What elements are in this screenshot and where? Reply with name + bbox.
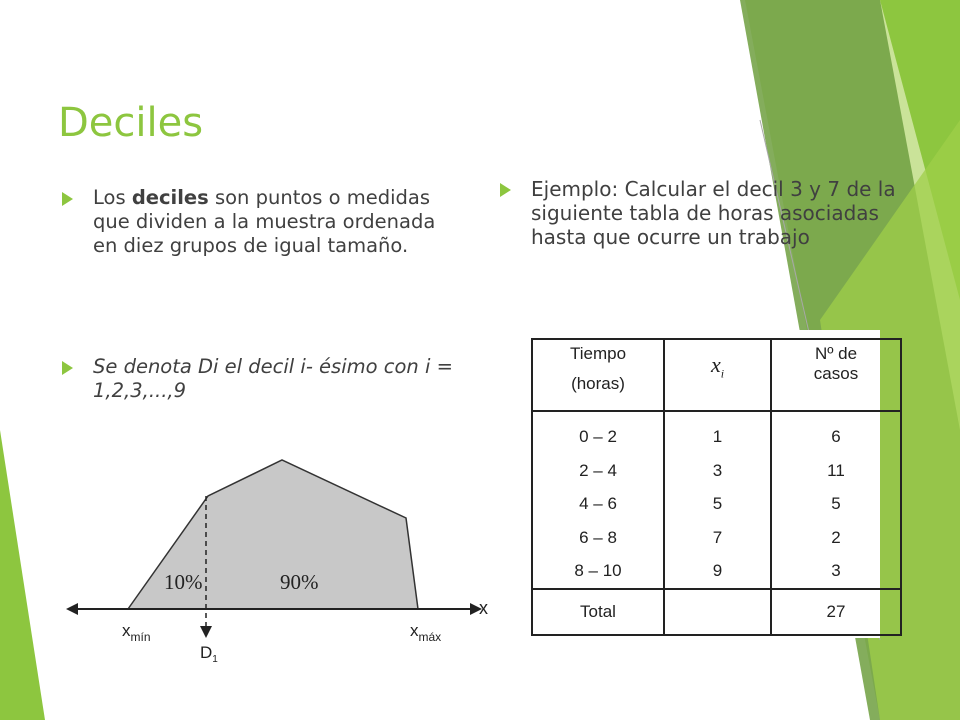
- page-title: Deciles: [58, 100, 204, 146]
- col-range: [532, 411, 664, 589]
- xmin-subscript: mín: [130, 630, 151, 644]
- bullet-arrow-icon: [62, 192, 73, 206]
- bullet-arrow-icon: [62, 361, 73, 375]
- bullet-definition-text: Los deciles son puntos o medidas que dividen a la muestra ordenada en diez grupos de igual tamaño.: [93, 186, 436, 257]
- col-cases: [771, 411, 901, 589]
- bullet-example: [500, 177, 900, 249]
- xmin-label: x: [122, 621, 131, 640]
- table-total-row: [532, 589, 901, 635]
- table-cell: 2 – 4: [579, 460, 617, 480]
- table-cell: 1: [712, 427, 723, 446]
- total-empty-cell: [664, 589, 771, 635]
- pct-right-label: 90%: [280, 570, 319, 594]
- bullet-example-text: Ejemplo: Calcular el decil 3 y 7 de la siguiente tabla de horas asociadas hasta que ocurre un trabajo: [531, 177, 896, 249]
- table-cell: 6: [831, 427, 841, 446]
- svg-text:D1: [200, 643, 218, 665]
- table-cell: 11: [827, 460, 845, 480]
- pct-left-label: 10%: [164, 570, 203, 594]
- decor-shape-edge: [0, 430, 45, 720]
- table-cell: 8 – 10: [574, 561, 622, 580]
- x-axis-left-arrow-icon: [66, 603, 78, 615]
- xmax-subscript: máx: [418, 630, 442, 644]
- xmax-label: x: [410, 621, 419, 640]
- header-cases: Nº de casos: [771, 339, 901, 411]
- bullet-definition: [62, 186, 442, 258]
- table-cell: 2: [831, 527, 841, 547]
- decile-subscript: 1: [212, 654, 218, 665]
- svg-text:xmáx: [410, 621, 441, 644]
- header-time: Tiempo (horas): [532, 339, 664, 411]
- bullet-notation-text: Se denota Di el decil i- ésimo con i = 1,2,3,...,9: [93, 355, 453, 402]
- table-cell: 9: [712, 561, 723, 580]
- table-cell: 4 – 6: [579, 494, 617, 513]
- table-cell: 3: [831, 561, 841, 580]
- table-header-row: [532, 339, 901, 411]
- table-cell: 7: [712, 527, 723, 547]
- table-cell: 0 – 2: [579, 427, 617, 446]
- total-label: Total: [532, 589, 664, 635]
- col-xi: [664, 411, 771, 589]
- frequency-table-panel: [503, 330, 880, 638]
- decile-label: D: [200, 643, 213, 662]
- table-body-row: [532, 411, 901, 589]
- table-cell: 5: [712, 494, 723, 513]
- table-cell: 3: [712, 460, 723, 480]
- frequency-table: [531, 338, 902, 636]
- axis-label: x: [479, 598, 488, 618]
- table-cell: 5: [831, 494, 841, 513]
- svg-text:xmín: [122, 621, 151, 644]
- header-xi: $x_i$: [664, 339, 771, 411]
- decile-diagram: [60, 450, 500, 670]
- bullet-arrow-icon: [500, 183, 511, 197]
- table-cell: 6 – 8: [579, 527, 617, 547]
- bullet-notation: [62, 355, 462, 403]
- total-value: 27: [771, 589, 901, 635]
- decile-arrow-icon: [200, 626, 212, 638]
